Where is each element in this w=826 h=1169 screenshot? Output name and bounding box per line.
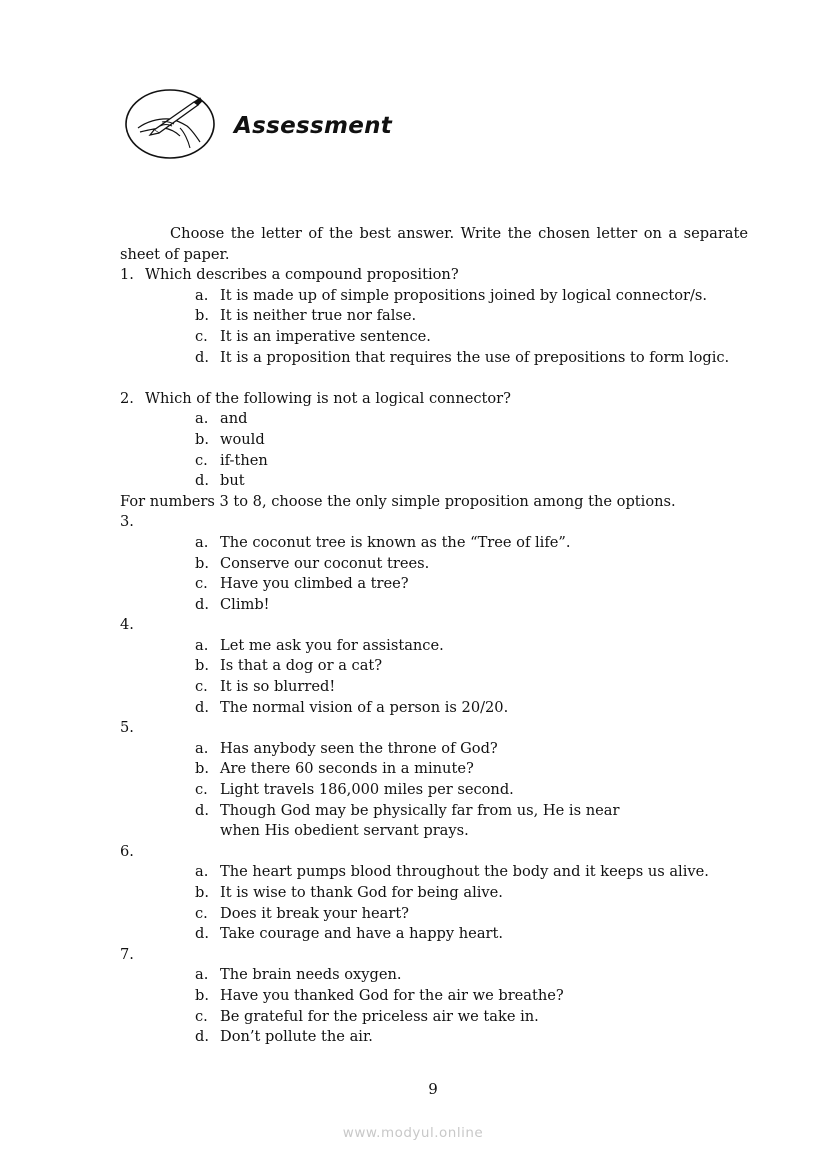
question-4 <box>120 615 748 636</box>
option-item <box>120 656 748 677</box>
option-text: It is wise to thank God for being alive. <box>220 884 503 901</box>
option-item <box>120 306 748 327</box>
section-note: For numbers 3 to 8, choose the only simple proposition among the options. <box>120 492 676 510</box>
option-letter: a. <box>195 286 209 304</box>
option-letter: b. <box>195 760 209 778</box>
option-text: Let me ask you for assistance. <box>220 636 444 654</box>
option-item <box>120 327 748 348</box>
option-text: Is that a dog or a cat? <box>220 657 383 675</box>
option-item <box>120 409 748 430</box>
option-item <box>120 677 748 698</box>
option-letter: c. <box>195 781 208 799</box>
option-letter: d. <box>195 595 209 613</box>
option-item <box>120 471 748 492</box>
option-item <box>120 759 748 780</box>
option-item <box>120 801 620 842</box>
option-text: Has anybody seen the throne of God? <box>220 739 498 757</box>
option-text: Take courage and have a happy heart. <box>220 925 503 943</box>
option-letter: c. <box>195 575 208 593</box>
watermark: www.modyul.online <box>342 1125 484 1141</box>
option-letter: c. <box>195 327 208 345</box>
option-letter: c. <box>195 904 208 922</box>
option-letter: a. <box>195 739 209 757</box>
question-5 <box>120 718 748 739</box>
option-item <box>120 451 748 472</box>
option-text: Climb! <box>220 595 270 613</box>
question-number: 5. <box>120 719 134 737</box>
question-1 <box>120 265 748 286</box>
option-text: Have you thanked God for the air we breathe? <box>220 986 564 1004</box>
option-letter: c. <box>195 678 208 696</box>
option-text: if-then <box>220 451 268 469</box>
option-item <box>120 924 748 945</box>
option-item <box>120 595 748 616</box>
question-number: 3. <box>120 513 134 531</box>
option-letter: b. <box>195 554 209 572</box>
option-item <box>120 554 748 575</box>
instructions: Choose the letter of the best answer. Write the chosen letter on a separate sheet of paper. <box>120 225 748 263</box>
option-item <box>120 533 748 554</box>
option-text: and <box>220 410 248 428</box>
question-text: Which of the following is not a logical connector? <box>145 389 511 407</box>
assessment-content <box>120 224 748 1048</box>
option-text: but <box>220 472 245 490</box>
option-text: Have you climbed a tree? <box>220 575 409 593</box>
option-item <box>120 904 748 925</box>
option-letter: a. <box>195 636 209 654</box>
question-number: 2. <box>120 389 134 407</box>
question-number: 4. <box>120 616 134 634</box>
option-item <box>120 430 748 451</box>
option-item <box>120 986 748 1007</box>
option-text: Don’t pollute the air. <box>220 1028 373 1046</box>
option-text: The coconut tree is known as the “Tree of life”. <box>220 533 571 551</box>
option-letter: d. <box>195 801 209 819</box>
option-text: The brain needs oxygen. <box>220 966 402 984</box>
option-item <box>120 698 748 719</box>
question-6 <box>120 842 748 863</box>
option-letter: d. <box>195 698 209 716</box>
option-text: Be grateful for the priceless air we take in. <box>220 1007 539 1025</box>
option-item <box>120 348 748 369</box>
option-text: It is so blurred! <box>220 678 336 696</box>
option-text: would <box>220 430 265 448</box>
option-item <box>120 1027 748 1048</box>
option-text: Does it break your heart? <box>220 904 410 922</box>
page-number: 9 <box>428 1080 438 1098</box>
option-item <box>120 636 748 657</box>
option-letter: b. <box>195 657 209 675</box>
option-letter: c. <box>195 451 208 469</box>
option-letter: d. <box>195 348 209 366</box>
option-letter: b. <box>195 307 209 325</box>
option-text: Light travels 186,000 miles per second. <box>220 781 514 799</box>
page-title: Assessment <box>234 113 393 139</box>
question-number: 7. <box>120 945 134 963</box>
option-letter: b. <box>195 430 209 448</box>
question-text: Which describes a compound proposition? <box>145 266 459 284</box>
option-item <box>120 965 748 986</box>
option-item <box>120 780 748 801</box>
option-text: Though God may be physically far from us, He is near when His obedient servant prays. <box>220 801 620 840</box>
option-letter: d. <box>195 925 209 943</box>
option-text: The normal vision of a person is 20/20. <box>220 698 509 716</box>
question-2 <box>120 389 748 410</box>
option-text: The heart pumps blood throughout the body and it keeps us alive. <box>220 863 709 881</box>
option-text: Conserve our coconut trees. <box>220 554 430 572</box>
hand-writing-icon <box>124 88 216 160</box>
question-number: 6. <box>120 842 134 860</box>
option-text: Are there 60 seconds in a minute? <box>220 760 474 778</box>
option-letter: b. <box>195 986 209 1004</box>
option-item <box>120 862 748 883</box>
option-letter: a. <box>195 410 209 428</box>
option-text: It is made up of simple propositions joined by logical connector/s. <box>220 286 708 304</box>
question-7 <box>120 945 748 966</box>
option-letter: b. <box>195 884 209 901</box>
option-item <box>120 739 748 760</box>
option-item <box>120 286 748 307</box>
question-number: 1. <box>120 266 134 284</box>
spacer <box>120 368 748 389</box>
option-letter: d. <box>195 1028 209 1046</box>
option-letter: a. <box>195 863 209 881</box>
option-letter: a. <box>195 966 209 984</box>
option-text: It is a proposition that requires the use of prepositions to form logic. <box>220 348 730 366</box>
option-letter: a. <box>195 533 209 551</box>
option-text: It is an imperative sentence. <box>220 327 431 345</box>
option-item <box>120 574 748 595</box>
option-letter: d. <box>195 472 209 490</box>
option-item <box>120 883 748 904</box>
option-text: It is neither true nor false. <box>220 307 417 325</box>
option-item <box>120 1007 748 1028</box>
option-letter: c. <box>195 1007 208 1025</box>
question-3 <box>120 512 748 533</box>
